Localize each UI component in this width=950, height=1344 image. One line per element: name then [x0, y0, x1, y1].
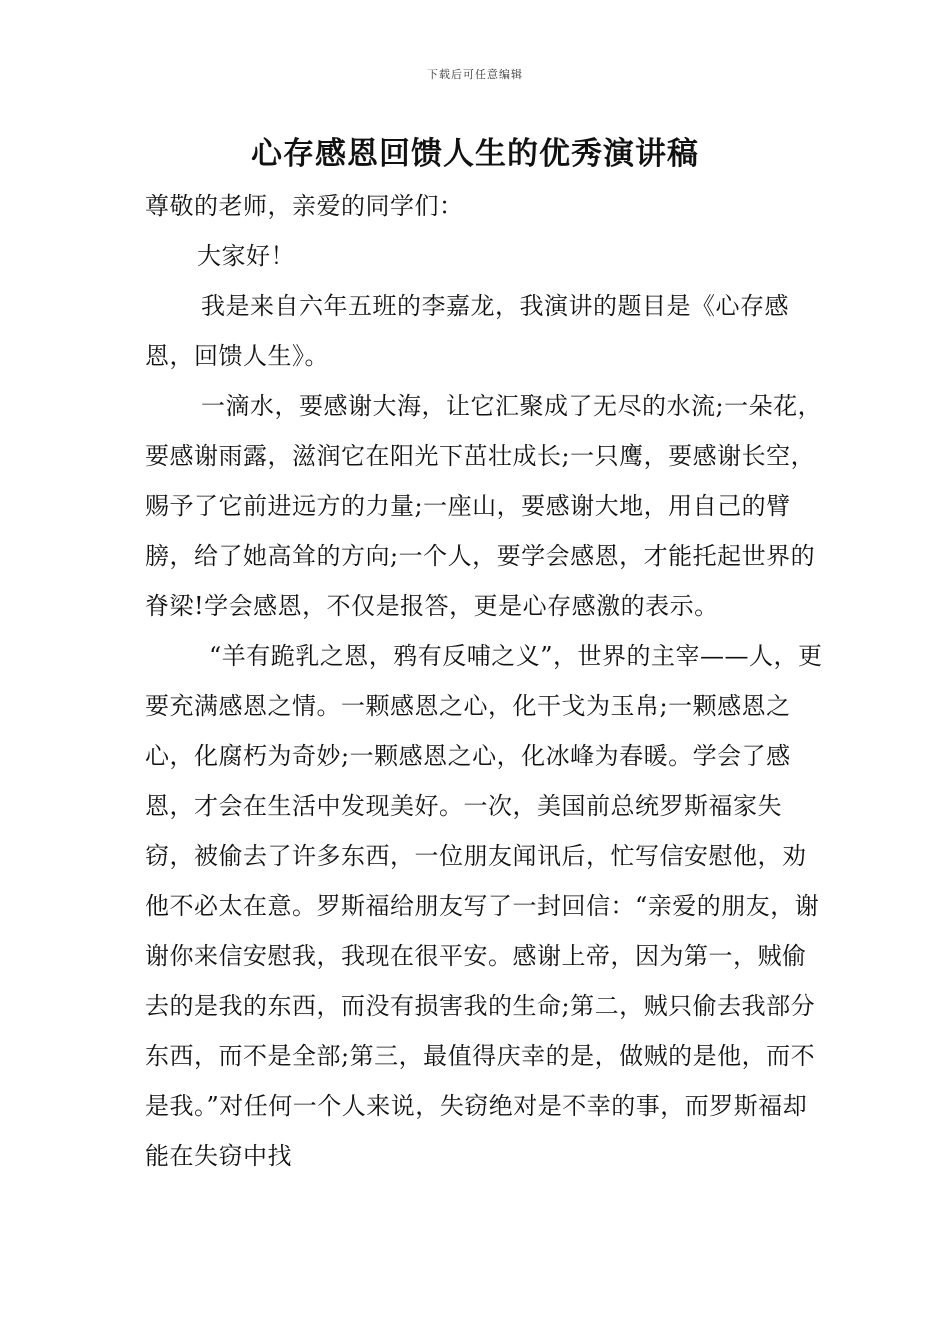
greeting: 大家好！	[197, 242, 295, 270]
document-body	[145, 181, 825, 1181]
header-note: 下载后可任意编辑	[427, 68, 523, 81]
paragraph-intro: 我是来自六年五班的李嘉龙，我演讲的题目是《心存感恩，回馈人生》。	[145, 292, 789, 370]
paragraph-roosevelt: “羊有跪乳之恩，鸦有反哺之义”，世界的主宰——人，更要充满感恩之情。一颗感恩之心，化干戈为玉帛;一颗感恩之心，化腐朽为奇妙;一颗感恩之心，化冰峰为春暖。学会了感恩，才会在生活中发现美好。一次，美国前总统罗斯福家失窃，被偷去了许多东西，一位朋友闻讯后，忙写信安慰他，劝他不必太在意。罗斯福给朋友写了一封回信：“亲爱的朋友，谢谢你来信安慰我，我现在很平安。感谢上帝，因为第一，贼偷去的是我的东西，而没有损害我的生命;第二，贼只偷去我部分东西，而不是全部;第三，最值得庆幸的是，做贼的是他，而不是我。”对任何一个人来说，失窃绝对是不幸的事，而罗斯福却能在失窃中找	[145, 642, 823, 1170]
salutation: 尊敬的老师，亲爱的同学们：	[145, 192, 464, 220]
document-title: 心存感恩回馈人生的优秀演讲稿	[251, 136, 699, 172]
paragraph-gratitude: 一滴水，要感谢大海，让它汇聚成了无尽的水流;一朵花，要感谢雨露，滋润它在阳光下茁壮成长;一只鹰，要感谢长空，赐予了它前进远方的力量;一座山，要感谢大地，用自己的臂膀，给了她高耸的方向;一个人，要学会感恩，才能托起世界的脊梁!学会感恩，不仅是报答，更是心存感激的表示。	[145, 392, 823, 620]
